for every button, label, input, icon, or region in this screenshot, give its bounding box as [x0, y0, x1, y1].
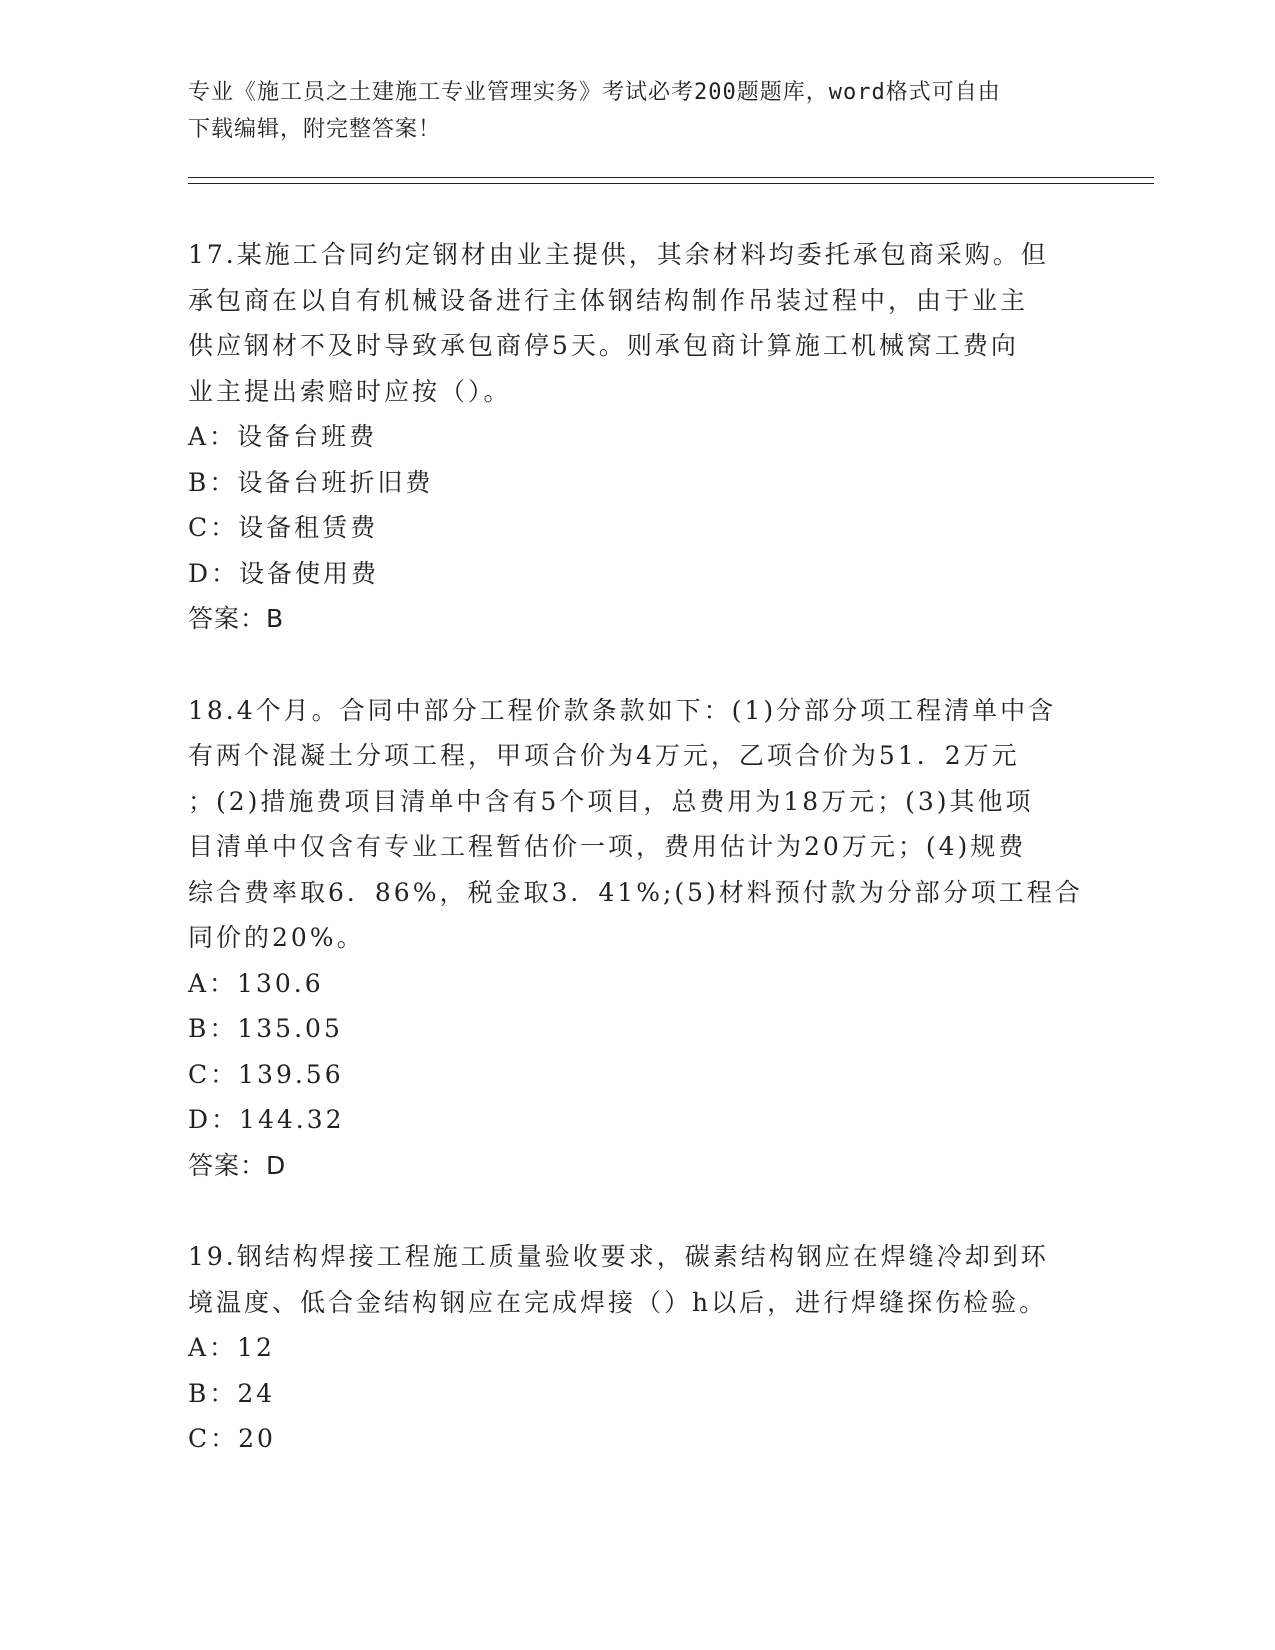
question-line: 目清单中仅含有专业工程暂估价一项，费用估计为20万元；(4)规费: [188, 832, 1027, 861]
option-c: C：139.56: [188, 1059, 344, 1089]
question-line: 有两个混凝土分项工程，甲项合价为4万元，乙项合价为51．2万元: [188, 741, 1020, 770]
option-b: B：135.05: [188, 1014, 343, 1043]
question-line: 境温度、低合金结构钢应在完成焊接（）h以后，进行焊缝探伤检验。: [188, 1287, 1048, 1317]
answer: 答案：B: [188, 604, 285, 633]
header-divider-bottom: [188, 183, 1154, 184]
option-c: C：设备租赁费: [188, 513, 379, 542]
option-a: A：12: [188, 1333, 275, 1362]
question-list: [188, 232, 1088, 1508]
header-divider-top: [188, 177, 1154, 178]
question-19: [188, 1234, 1088, 1462]
option-c: C：20: [188, 1424, 276, 1453]
option-b: B：设备台班折旧费: [188, 467, 434, 497]
option-b: B：24: [188, 1378, 276, 1408]
header-line-2: 下载编辑，附完整答案！: [188, 117, 442, 142]
answer: 答案：D: [188, 1150, 287, 1180]
question-line: 综合费率取6．86%，税金取3．41%;(5)材料预付款为分部分项工程合: [188, 877, 1083, 907]
question-17: [188, 232, 1088, 642]
question-text: [188, 232, 1088, 414]
option-a: A：设备台班费: [188, 422, 378, 451]
question-text: [188, 688, 1088, 961]
question-line: 同价的20%。: [188, 923, 365, 952]
question-line: 承包商在以自有机械设备进行主体钢结构制作吊装过程中，由于业主: [188, 285, 1029, 315]
question-18: [188, 688, 1088, 1189]
option-a: A：130.6: [188, 968, 324, 998]
question-line: 19.钢结构焊接工程施工质量验收要求，碳素结构钢应在焊缝冷却到环: [188, 1242, 1049, 1271]
option-d: D：设备使用费: [188, 558, 380, 588]
question-line: 17.某施工合同约定钢材由业主提供，其余材料均委托承包商采购。但: [188, 240, 1049, 269]
header-line-1: 专业《施工员之土建施工专业管理实务》考试必考200题题库，word格式可自由: [188, 80, 1001, 105]
document-header: [188, 74, 1088, 148]
option-d: D：144.32: [188, 1105, 345, 1134]
question-line: 供应钢材不及时导致承包商停5天。则承包商计算施工机械窝工费向: [188, 331, 1019, 360]
question-text: [188, 1234, 1088, 1325]
question-line: 18.4个月。合同中部分工程价款条款如下：(1)分部分项工程清单中含: [188, 695, 1057, 725]
question-line: ；(2)措施费项目清单中含有5个项目，总费用为18万元；(3)其他项: [188, 786, 1034, 816]
question-line: 业主提出索赔时应按（）。: [188, 376, 512, 406]
